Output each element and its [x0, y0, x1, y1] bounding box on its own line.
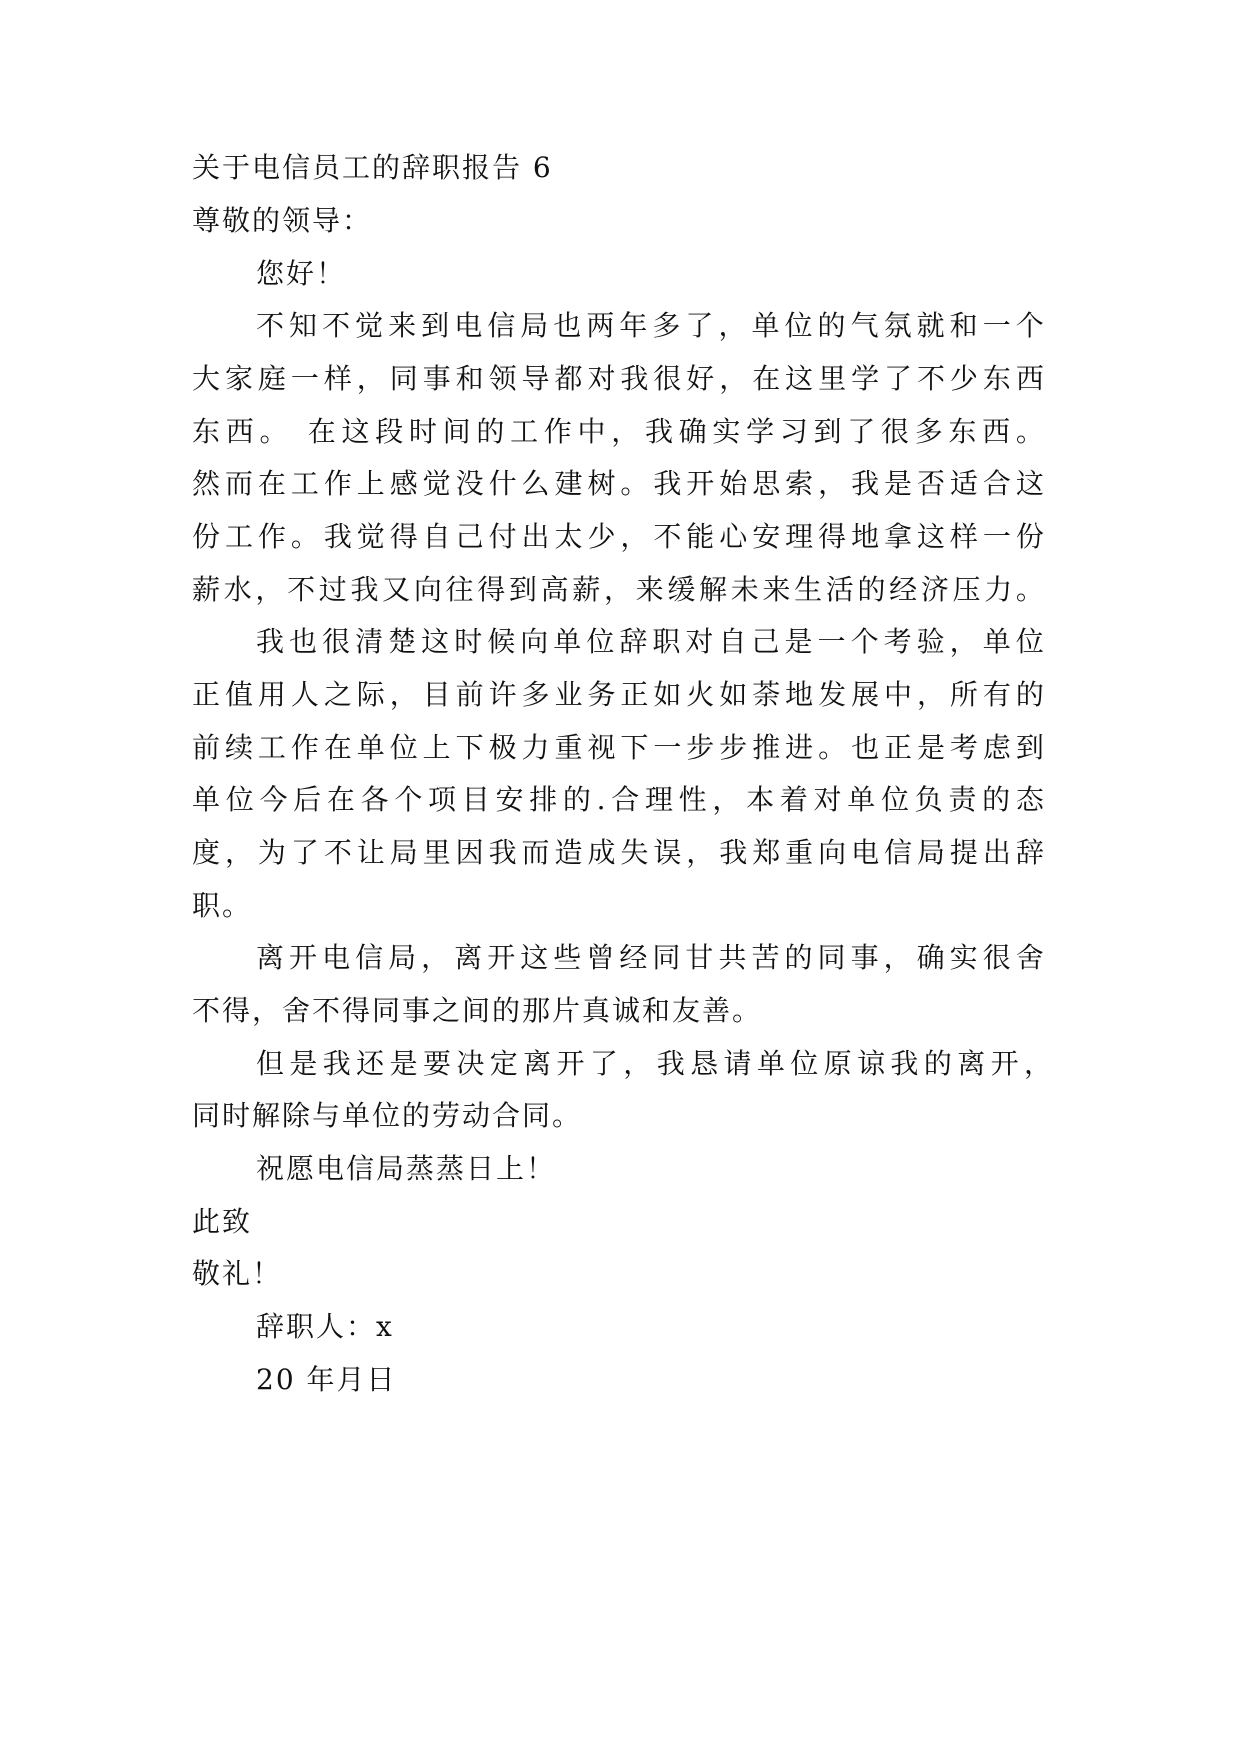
body-line: 但 是 我 还 是 要 决 定 离 开 了 ， 我 恳 请 单 位 原 谅 我 的 离 开 ，: [256, 1047, 1052, 1080]
body-line: 同时解除与单位的劳动合同。: [192, 1099, 583, 1132]
body-line: 单 位 今 后 在 各 个 项 目 安 排 的 . 合 理 性 ， 本 着 对 单 位 负 责 的 态: [192, 783, 1044, 816]
document-title: 关于电信员工的辞职报告 6: [192, 151, 553, 184]
body-line: 然 而 在 工 作 上 感 觉 没 什 么 建 树 。 我 开 始 思 索 ， 我 是 否 适 合 这: [192, 467, 1044, 500]
body-line: 不得，舍不得同事之间的那片真诚和友善。: [192, 994, 763, 1027]
body-line: 不 知 不 觉 来 到 电 信 局 也 两 年 多 了 ， 单 位 的 气 氛 就 和 一 个: [256, 309, 1044, 342]
body-line: 离 开 电 信 局 ， 离 开 这 些 曾 经 同 甘 共 苦 的 同 事 ， 确 实 很 舍: [256, 941, 1044, 974]
body-line: 份 工 作 。 我 觉 得 自 己 付 出 太 少 ， 不 能 心 安 理 得 地 拿 这 样 一 份: [192, 520, 1044, 553]
date-line: 20 年月日: [256, 1363, 397, 1396]
body-line: 薪 水 ， 不 过 我 又 向 往 得 到 高 薪 ， 来 缓 解 未 来 生 活 的 经 济 压 力 。: [192, 573, 1044, 606]
greeting: 您好！: [256, 257, 347, 290]
body-line: 东 西 。 在 这 段 时 间 的 工 作 中 ， 我 确 实 学 习 到 了 很 多 东 西 。: [192, 415, 1044, 448]
body-line: 我 也 很 清 楚 这 时 候 向 单 位 辞 职 对 自 己 是 一 个 考 验 ， 单 位: [256, 625, 1044, 658]
body-line: 正 值 用 人 之 际 ， 目 前 许 多 业 务 正 如 火 如 荼 地 发 展 中 ， 所 有 的: [192, 678, 1044, 711]
body-line: 度 ， 为 了 不 让 局 里 因 我 而 造 成 失 误 ， 我 郑 重 向 电 信 局 提 出 辞: [192, 836, 1044, 869]
closing-line-1: 此致: [192, 1205, 253, 1238]
body-line: 职。: [192, 889, 253, 922]
body-line: 大 家 庭 一 样 ， 同 事 和 领 导 都 对 我 很 好 ， 在 这 里 学 了 不 少 东 西: [192, 362, 1044, 395]
body-line: 祝愿电信局蒸蒸日上！: [256, 1152, 557, 1185]
signer-line: 辞职人：x: [256, 1310, 394, 1343]
closing-line-2: 敬礼！: [192, 1257, 283, 1290]
body-line: 前 续 工 作 在 单 位 上 下 极 力 重 视 下 一 步 步 推 进 。 也 正 是 考 虑 到: [192, 731, 1044, 764]
salutation: 尊敬的领导：: [192, 204, 373, 237]
